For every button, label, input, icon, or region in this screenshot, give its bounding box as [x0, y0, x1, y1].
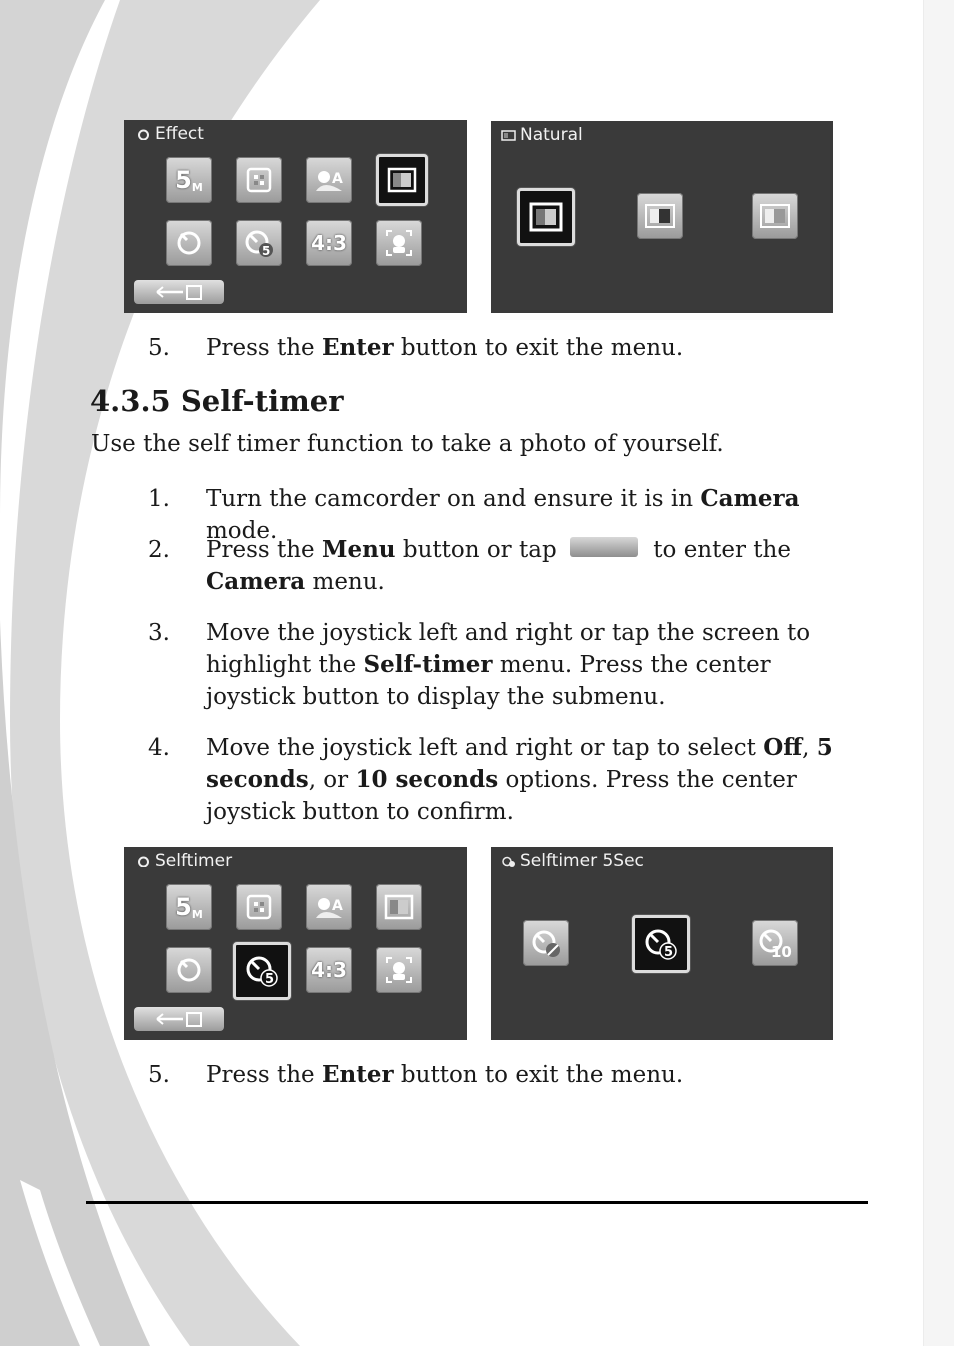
- natural-option-icon[interactable]: [517, 188, 575, 246]
- screen-title: [501, 125, 583, 145]
- back-menu-button[interactable]: [134, 280, 224, 304]
- scene-auto-icon[interactable]: [306, 884, 352, 930]
- step-text: Press the: [206, 1062, 322, 1088]
- step-text: button or tap: [395, 537, 564, 563]
- aspect-ratio-value: 4:3: [311, 958, 347, 982]
- timer-off-icon[interactable]: [523, 920, 569, 966]
- footer-divider: [86, 1201, 868, 1204]
- screen-title-text: Effect: [155, 124, 204, 144]
- resolution-icon[interactable]: [166, 884, 212, 930]
- step-text: options. Press the center joystick button to confirm.: [206, 767, 797, 825]
- screen-title-text: Selftimer: [155, 851, 233, 871]
- white-balance-icon[interactable]: [166, 947, 212, 993]
- camera-mode-icon: [136, 856, 151, 867]
- back-menu-button[interactable]: [134, 1007, 224, 1031]
- step-number: 1.: [148, 486, 170, 512]
- selftimer-menu-screenshot: [124, 847, 467, 1040]
- aspect-ratio-value: 4:3: [311, 231, 347, 255]
- resolution-icon[interactable]: [166, 157, 212, 203]
- timer-small-icon: [501, 856, 516, 867]
- step-bold-text: Camera: [206, 568, 306, 595]
- aspect-ratio-icon[interactable]: [306, 220, 352, 266]
- natural-submenu-screenshot: [491, 121, 833, 313]
- sepia-option-icon[interactable]: [752, 193, 798, 239]
- step-text: , or: [308, 767, 356, 793]
- step-text: button to exit the menu.: [393, 335, 684, 361]
- effect-menu-screenshot: [124, 120, 467, 313]
- step-text: Move the joystick left and right or tap the screen to highlight the: [206, 620, 811, 678]
- screen-title-text: Selftimer 5Sec: [520, 851, 644, 871]
- white-balance-icon[interactable]: [166, 220, 212, 266]
- step-number: 3.: [148, 620, 170, 646]
- timer-badge-text: 5: [265, 972, 275, 987]
- effect-small-icon: [501, 130, 516, 141]
- section-heading: 4.3.5 Self-timer: [90, 384, 344, 418]
- screen-title-text: Natural: [520, 125, 583, 145]
- face-detect-icon[interactable]: [376, 220, 422, 266]
- step-text: menu. Press the center joystick button to display the submenu.: [206, 652, 771, 710]
- selftimer-submenu-screenshot: [491, 847, 833, 1040]
- step-bold-text: Menu: [321, 536, 396, 563]
- step-bold-text: Camera: [700, 485, 800, 512]
- quality-icon[interactable]: [236, 884, 282, 930]
- step-text: ,: [802, 735, 817, 761]
- step-text: button to exit the menu.: [393, 1062, 684, 1088]
- step-text: to enter the: [645, 537, 791, 563]
- self-timer-icon[interactable]: [233, 942, 291, 1000]
- svg-text:A: A: [332, 171, 343, 187]
- step-number: 5.: [148, 335, 170, 361]
- svg-text:A: A: [332, 898, 343, 914]
- menu-button-icon: [570, 537, 638, 557]
- step-text: mode.: [206, 518, 278, 544]
- step-number: 4.: [148, 735, 170, 761]
- resolution-value: 5: [175, 893, 192, 921]
- step-bold-text: 10 seconds: [355, 766, 499, 793]
- effect-icon[interactable]: [376, 884, 422, 930]
- step-text: menu.: [305, 569, 385, 595]
- face-detect-icon[interactable]: [376, 947, 422, 993]
- quality-icon[interactable]: [236, 157, 282, 203]
- step-text: Move the joystick left and right or tap to select: [206, 735, 764, 761]
- step-bold-text: Off: [763, 734, 803, 761]
- timer-10sec-icon[interactable]: [752, 920, 798, 966]
- timer-5sec-icon[interactable]: [632, 915, 690, 973]
- step-number: 2.: [148, 537, 170, 563]
- resolution-unit: M: [191, 907, 203, 921]
- step-bold-text: Self-timer: [363, 651, 493, 678]
- step-bold-text: 5 seconds: [206, 734, 833, 793]
- page-edge-strip: [923, 0, 954, 1346]
- resolution-value: 5: [175, 166, 192, 194]
- screen-title: [501, 851, 644, 871]
- step-text: Press the: [206, 537, 322, 563]
- step-text: Turn the camcorder on and ensure it is in: [206, 486, 701, 512]
- section-intro: Use the self timer function to take a photo of yourself.: [91, 431, 724, 457]
- scene-auto-icon[interactable]: [306, 157, 352, 203]
- self-timer-icon[interactable]: [236, 220, 282, 266]
- step-bold-text: Enter: [321, 1061, 394, 1088]
- bw-option-icon[interactable]: [637, 193, 683, 239]
- screen-title: [136, 851, 232, 871]
- step-text: Press the: [206, 335, 322, 361]
- effect-icon[interactable]: [376, 154, 428, 206]
- timer-badge-text: 5: [664, 945, 674, 960]
- screen-title: [136, 124, 204, 144]
- timer-badge-text: 5: [262, 244, 271, 258]
- timer-badge-text: 10: [771, 943, 792, 959]
- camera-mode-icon: [136, 129, 151, 140]
- resolution-unit: M: [191, 180, 203, 194]
- aspect-ratio-icon[interactable]: [306, 947, 352, 993]
- step-bold-text: Enter: [321, 334, 394, 361]
- step-number: 5.: [148, 1062, 170, 1088]
